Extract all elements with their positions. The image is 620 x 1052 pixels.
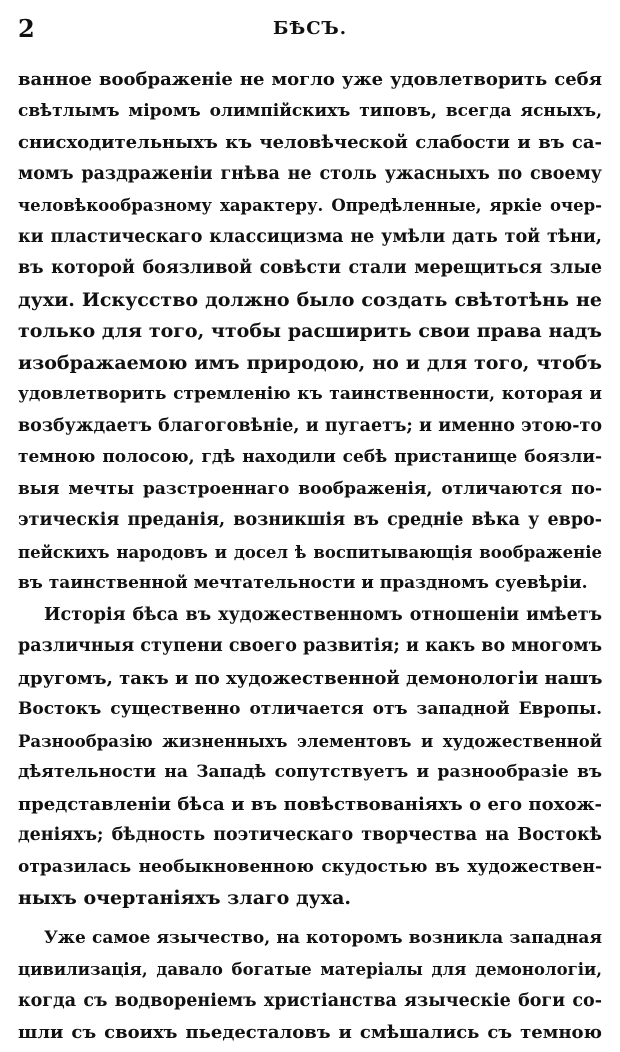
text-line: шли съ своихъ пьедесталовъ и смѣшались съ темною (18, 1022, 602, 1043)
paragraph-last-line: въ таинственной мечтательности и праздномъ суевѣрiи. (18, 573, 588, 593)
text-line: удовлетворить стремленiю къ таинственности, которая и (18, 384, 602, 404)
text-line: дѣятельности на Западѣ сопутствуетъ и разнообразiе въ (18, 762, 602, 782)
text-line: различныя ступени своего развитiя; и какъ во многомъ (18, 636, 602, 656)
text-line: Востокъ существенно отличается отъ западной Европы. (18, 699, 602, 719)
text-line: другомъ, такъ и по художественной демонологiи нашъ (18, 667, 602, 689)
text-line: ванное воображенiе не могло уже удовлетворить себя (18, 69, 602, 90)
text-line: момъ раздраженiи гнѣва не столь ужасныхъ по своему (18, 163, 602, 184)
text-line: денiяхъ; бѣдность поэтическаго творчества на Востокѣ (18, 825, 602, 845)
body-text (18, 64, 602, 1049)
text-line: выя мечты разстроеннаго воображенiя, отличаются по- (18, 478, 602, 499)
text-line: духи. Искусство должно было создать свѣтотѣнь не (18, 288, 602, 311)
text-line: ки пластическаго классицизма не умѣли дать той тѣни, (18, 226, 602, 247)
text-line: возбуждаетъ благоговѣнiе, и пугаетъ; и именно этою-то (18, 415, 602, 436)
text-line: темною полосою, гдѣ находили себѣ пристанище боязли- (18, 447, 602, 467)
text-line: въ которой боязливой совѣсти стали мерещиться злые (18, 258, 602, 278)
text-line: снисходительныхъ къ человѣческой слабости и въ са- (18, 132, 602, 153)
text-line: цивилизацiя, давало богатые матерiалы для демонологiи, (18, 960, 602, 979)
text-line: отразилась необыкновенною скудостью въ художествен- (18, 856, 602, 877)
running-title: БѢСЪ. (272, 18, 348, 39)
page-header (0, 14, 620, 44)
text-line: этическiя преданiя, возникшiя въ средніе вѣка у евро- (18, 510, 602, 530)
text-line: когда съ водворенiемъ христiанства языческiе боги со- (18, 990, 602, 1011)
text-line: только для того, чтобы расширить свои права надъ (18, 320, 602, 342)
page-number: 2 (18, 14, 35, 43)
text-line: Разнообразiю жизненныхъ элементовъ и художественной (18, 731, 602, 751)
text-line: представленiи бѣса и въ повѣствованiяхъ о его похож- (18, 793, 602, 815)
paragraph-first-line: Уже самое язычество, на которомъ возникла западная (44, 927, 602, 948)
text-line: пейскихъ народовъ и досел ѣ воспитывающiя воображенiе (18, 542, 602, 562)
paragraph-first-line: Исторiя бѣса въ художественномъ отношенiи имѣетъ (44, 604, 602, 625)
text-line: свѣтлымъ мiромъ олимпiйскихъ типовъ, всегда ясныхъ, (18, 100, 602, 121)
paragraph-last-line: ныхъ очертанiяхъ злаго духа. (18, 887, 352, 909)
text-line: человѣкообразному характеру. Опредѣленные, яркiе очер- (18, 196, 602, 215)
text-line: изображаемою имъ природою, но и для того, чтобъ (18, 351, 602, 374)
